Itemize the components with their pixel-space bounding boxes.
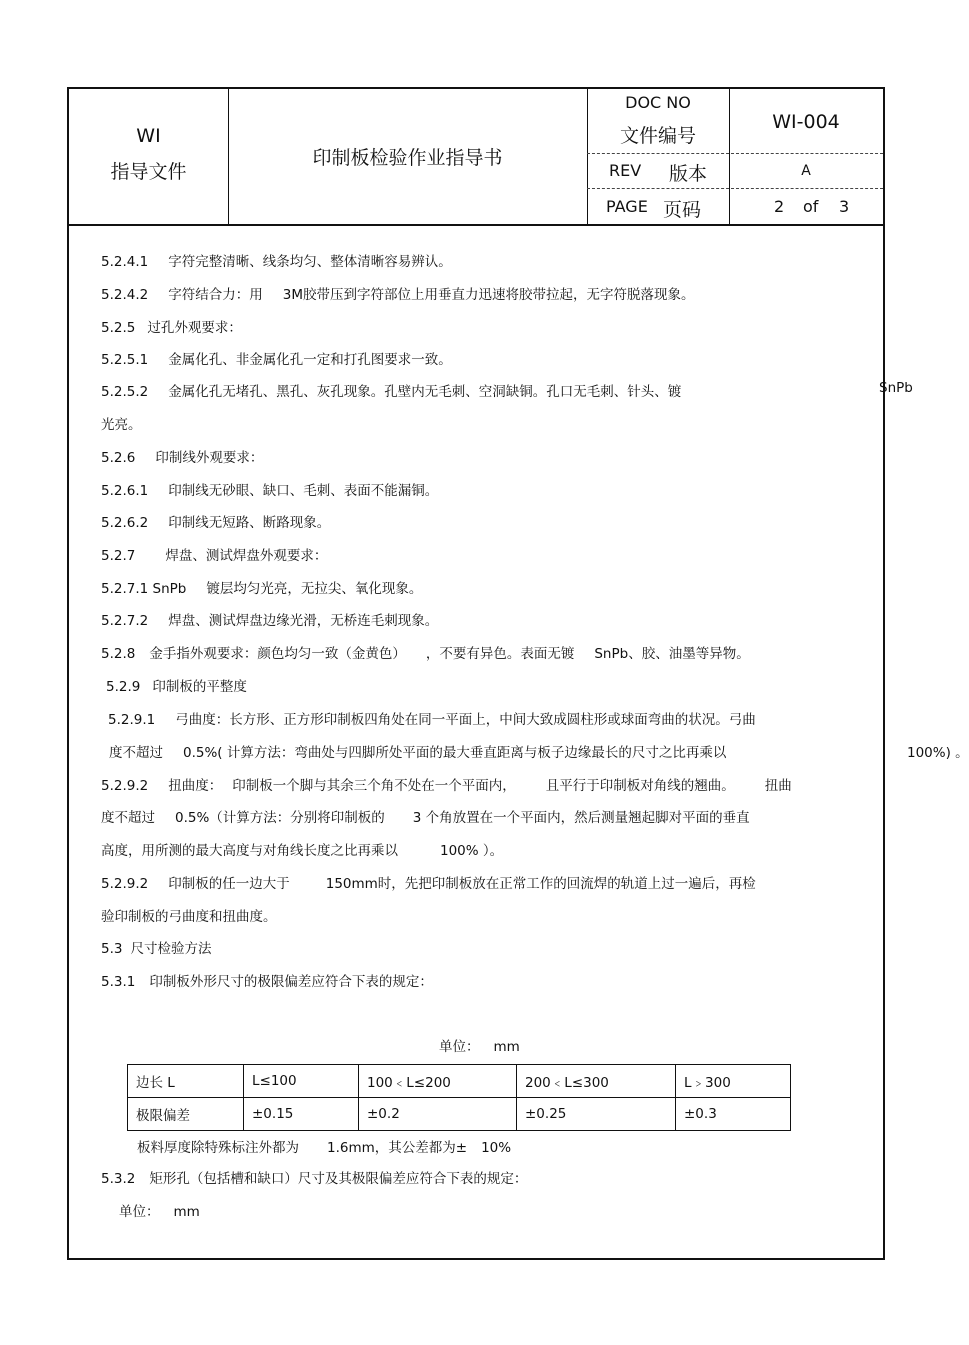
document-title: 印制板检验作业指导书 — [312, 147, 503, 169]
clause-5-2-9-1: 5.2.9.1 弓曲度：长方形、正方形印制板四角处在同一平面上，中间大致成圆柱形或球面弯曲的状况。弓曲 — [108, 712, 756, 728]
clause-5-2-9-2-cont2: 高度，用所测的最大高度与对角线长度之比再乘以 100% ）。 — [101, 843, 504, 859]
rev-value: A — [801, 163, 811, 179]
document-frame — [67, 87, 969, 1260]
clause-5-2-4-1: 5.2.4.1 字符完整清晰、线条均匀、整体清晰容易辨认。 — [101, 254, 452, 270]
clause-5-2-9: 5.2.9 印制板的平整度 — [106, 679, 247, 695]
clause-5-2-6-2: 5.2.6.2 印制线无短路、断路现象。 — [101, 515, 331, 531]
page-label: PAGE — [606, 197, 648, 216]
docno-value: WI-004 — [772, 111, 840, 133]
clause-5-2-7-2: 5.2.7.2 焊盘、测试焊盘边缘光滑，无桥连毛刺现象。 — [101, 613, 439, 629]
clause-5-3-1: 5.3.1 印制板外形尺寸的极限偏差应符合下表的规定： — [101, 974, 433, 990]
unit-label-2: 单位： mm — [119, 1204, 200, 1220]
wi-cn-label: 指导文件 — [110, 161, 187, 183]
table-cell: 200﹤L≤300 — [517, 1065, 676, 1098]
clause-5-2-5: 5.2.5 过孔外观要求： — [101, 320, 242, 336]
wi-label: WI — [136, 125, 161, 147]
clause-5-2-9-2b-cont: 验印制板的弓曲度和扭曲度。 — [101, 909, 277, 925]
clause-5-2-5-2-cont: 光亮。 — [101, 417, 142, 433]
clause-5-2-9-1-cont: 度不超过 0.5%( 计算方法：弯曲处与四脚所处平面的最大垂直距离与板子边缘最长的尺寸之比再乘以 — [109, 745, 727, 761]
table-cell: 边长 L — [128, 1065, 244, 1098]
table-cell: ±0.25 — [517, 1098, 676, 1131]
thickness-note: 板料厚度除特殊标注外都为 1.6mm，其公差都为± 10% — [137, 1140, 512, 1156]
tolerance-table — [127, 1064, 791, 1131]
page-cn-label: 页码 — [663, 199, 702, 221]
clause-5-3: 5.3 尺寸检验方法 — [101, 941, 212, 957]
clause-5-2-8: 5.2.8 金手指外观要求：颜色均匀一致（金黄色） ，不要有异色。表面无镀 SnPb、胶、油墨等异物。 — [101, 646, 750, 662]
table-cell: ±0.15 — [244, 1098, 359, 1131]
page-total: 3 — [839, 197, 850, 216]
table-cell: ±0.3 — [676, 1098, 791, 1131]
clause-5-2-9-2-cont: 度不超过 0.5%（计算方法：分别将印制板的 3 个角放置在一个平面内，然后测量翘起脚对平面的垂直 — [101, 810, 750, 826]
unit-label: 单位： mm — [439, 1039, 520, 1055]
clause-5-2-4-2: 5.2.4.2 字符结合力：用 3M胶带压到字符部位上用垂直力迅速将胶带拉起，无字符脱落现象。 — [101, 287, 695, 303]
table-cell: ±0.2 — [359, 1098, 517, 1131]
clause-5-2-5-2: 5.2.5.2 金属化孔无堵孔、黑孔、灰孔现象。孔壁内无毛刺、空洞缺铜。孔口无毛刺、针头、镀 — [101, 384, 682, 400]
page-number: 2 — [774, 197, 785, 216]
table-cell: L≤100 — [244, 1065, 359, 1098]
table-cell: 极限偏差 — [128, 1098, 244, 1131]
header-row-divider — [587, 188, 883, 189]
header-divider — [729, 89, 730, 224]
clause-5-2-9-2b: 5.2.9.2 印制板的任一边大于 150mm时，先把印制板放在正常工作的回流焊的轨道上过一遍后，再检 — [101, 876, 756, 892]
clause-5-2-9-2: 5.2.9.2 扭曲度： 印制板一个脚与其余三个角不处在一个平面内， 且平行于印制板对角线的翘曲。 扭曲 — [101, 778, 792, 794]
docno-cn-label: 文件编号 — [619, 125, 696, 147]
page-of: of — [803, 197, 819, 216]
rev-cn-label: 版本 — [669, 163, 708, 185]
document-header — [69, 89, 883, 226]
clause-5-2-6-1: 5.2.6.1 印制线无砂眼、缺口、毛刺、表面不能漏铜。 — [101, 483, 439, 499]
clause-5-2-6: 5.2.6 印制线外观要求： — [101, 450, 264, 466]
clause-5-2-7-1: 5.2.7.1 SnPb 镀层均匀光亮，无拉尖、氧化现象。 — [101, 581, 423, 597]
clause-5-2-7: 5.2.7 焊盘、测试焊盘外观要求： — [101, 548, 328, 564]
rev-label: REV — [609, 161, 642, 180]
table-row — [128, 1065, 791, 1098]
percent-text: 100%) 。 — [907, 745, 969, 761]
table-cell: L﹥300 — [676, 1065, 791, 1098]
docno-label: DOC NO — [625, 93, 691, 112]
table-row — [128, 1098, 791, 1131]
header-row-divider — [587, 153, 883, 154]
snpb-text: SnPb — [879, 380, 913, 396]
clause-5-2-5-1: 5.2.5.1 金属化孔、非金属化孔一定和打孔图要求一致。 — [101, 352, 452, 368]
clause-5-3-2: 5.3.2 矩形孔（包括槽和缺口）尺寸及其极限偏差应符合下表的规定： — [101, 1171, 528, 1187]
table-cell: 100﹤L≤200 — [359, 1065, 517, 1098]
